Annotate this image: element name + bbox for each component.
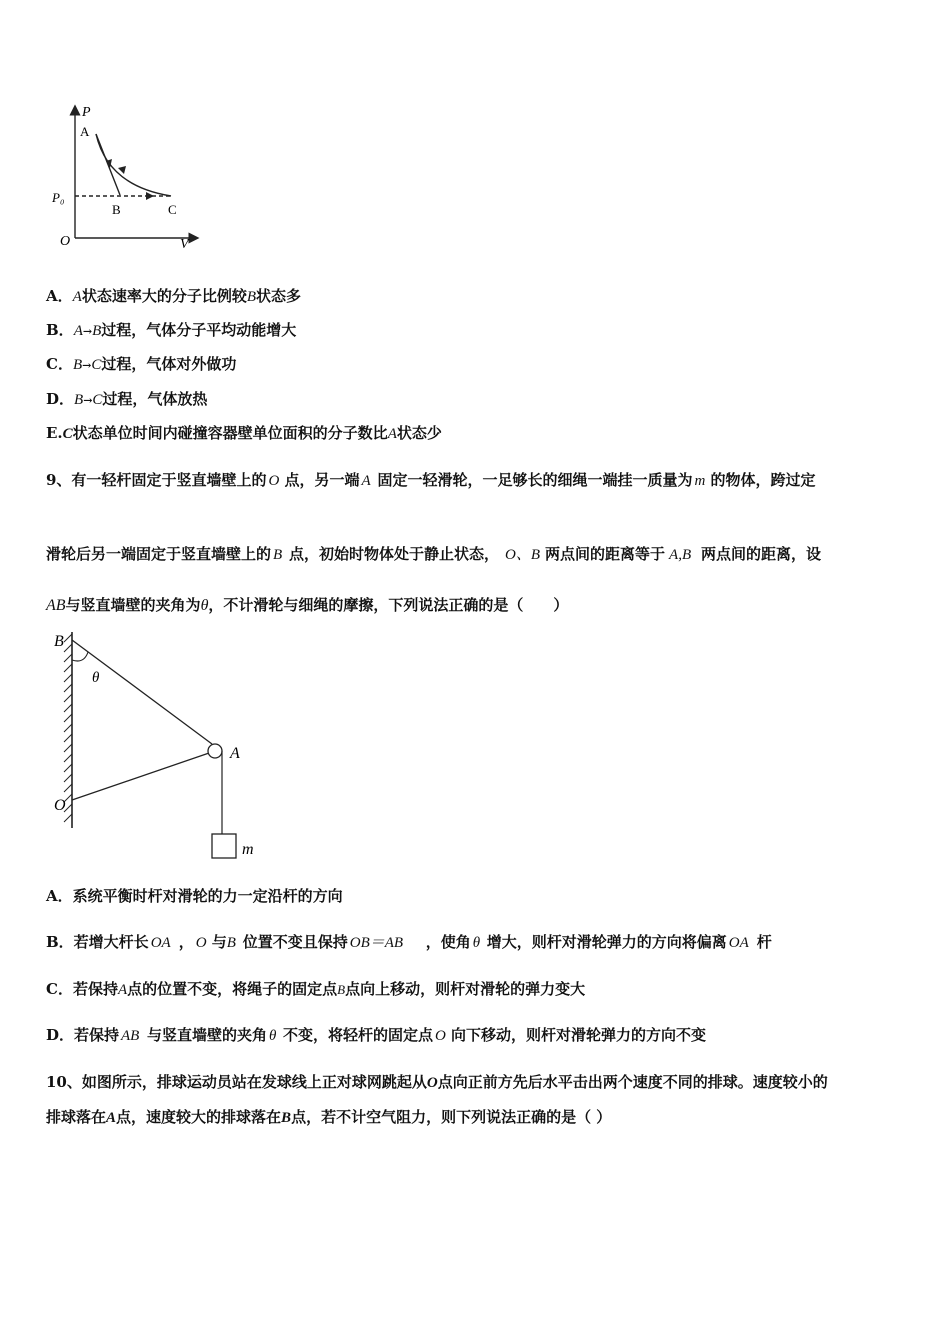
point-a-label: A bbox=[80, 124, 90, 139]
mass-block bbox=[212, 834, 236, 858]
point-c-label: C bbox=[168, 202, 177, 217]
q9-stem-line2: 滑轮后另一端固定于竖直墙壁上的 B 点，初始时物体处于静止状态， O、B 两点间的距离等于 A,B 两点间的距离，设 bbox=[46, 545, 822, 563]
origin-label: O bbox=[60, 234, 71, 249]
q9-option-b: B．若增大杆长 OA ， O 与 B 位置不变且保持 OB＝AB ，使角 θ 增大，则杆对滑轮弹力的方向将偏离 OA 杆 bbox=[46, 933, 772, 951]
rope-ba bbox=[72, 640, 212, 744]
q8-option-c: C．B→C过程，气体对外做功 bbox=[46, 355, 237, 373]
label-m: m bbox=[242, 841, 254, 858]
angle-arc bbox=[72, 652, 88, 661]
q8-option-b: B．A→B过程，气体分子平均动能增大 bbox=[46, 321, 297, 339]
q10-stem-line1: 10、如图所示，排球运动员站在发球线上正对球网跳起从O点向正前方先后水平击出两个速度不同的排球。速度较小的 bbox=[46, 1073, 828, 1091]
q9-stem-line3: AB与竖直墙壁的夹角为θ，不计滑轮与细绳的摩擦，下列说法正确的是（ ） bbox=[46, 596, 569, 614]
label-a: A bbox=[230, 745, 240, 762]
wall-hatching bbox=[64, 634, 72, 822]
curve-ac bbox=[96, 134, 171, 196]
q9-stem-line1: 9、有一轻杆固定于竖直墙壁上的 O 点，另一端 A 固定一轻滑轮，一足够长的细绳一端挂一质量为 m 的物体，跨过定 bbox=[46, 471, 816, 489]
pulley bbox=[208, 744, 222, 758]
q9-option-d: D．若保持 AB 与竖直墙壁的夹角 θ 不变，将轻杆的固定点 O 向下移动，则杆对滑轮弹力的方向不变 bbox=[46, 1026, 707, 1044]
pv-diagram bbox=[46, 98, 206, 258]
label-theta: θ bbox=[92, 670, 100, 686]
q9-figure bbox=[52, 628, 272, 868]
q9-option-c: C．若保持A点的位置不变，将绳子的固定点B点向上移动，则杆对滑轮的弹力变大 bbox=[46, 980, 586, 998]
q10-stem-line2: 排球落在A点，速度较大的排球落在B点，若不计空气阻力，则下列说法正确的是（ ） bbox=[46, 1108, 612, 1126]
q8-option-a: A．A状态速率大的分子比例较B状态多 bbox=[46, 287, 302, 305]
arrow-bc bbox=[146, 192, 154, 200]
p0-label: P₀ bbox=[52, 190, 65, 205]
p-axis-label: P bbox=[82, 105, 91, 120]
rod-oa bbox=[72, 752, 212, 800]
point-b-label: B bbox=[112, 202, 121, 217]
q8-option-e: E.C状态单位时间内碰撞容器壁单位面积的分子数比A状态少 bbox=[46, 424, 442, 442]
label-b: B bbox=[54, 633, 64, 650]
arrow-ca bbox=[118, 166, 126, 174]
label-o: O bbox=[54, 797, 66, 814]
v-axis-label: V bbox=[180, 237, 189, 252]
q8-option-d: D．B→C过程，气体放热 bbox=[46, 390, 208, 408]
q9-option-a: A．系统平衡时杆对滑轮的力一定沿杆的方向 bbox=[46, 887, 343, 905]
